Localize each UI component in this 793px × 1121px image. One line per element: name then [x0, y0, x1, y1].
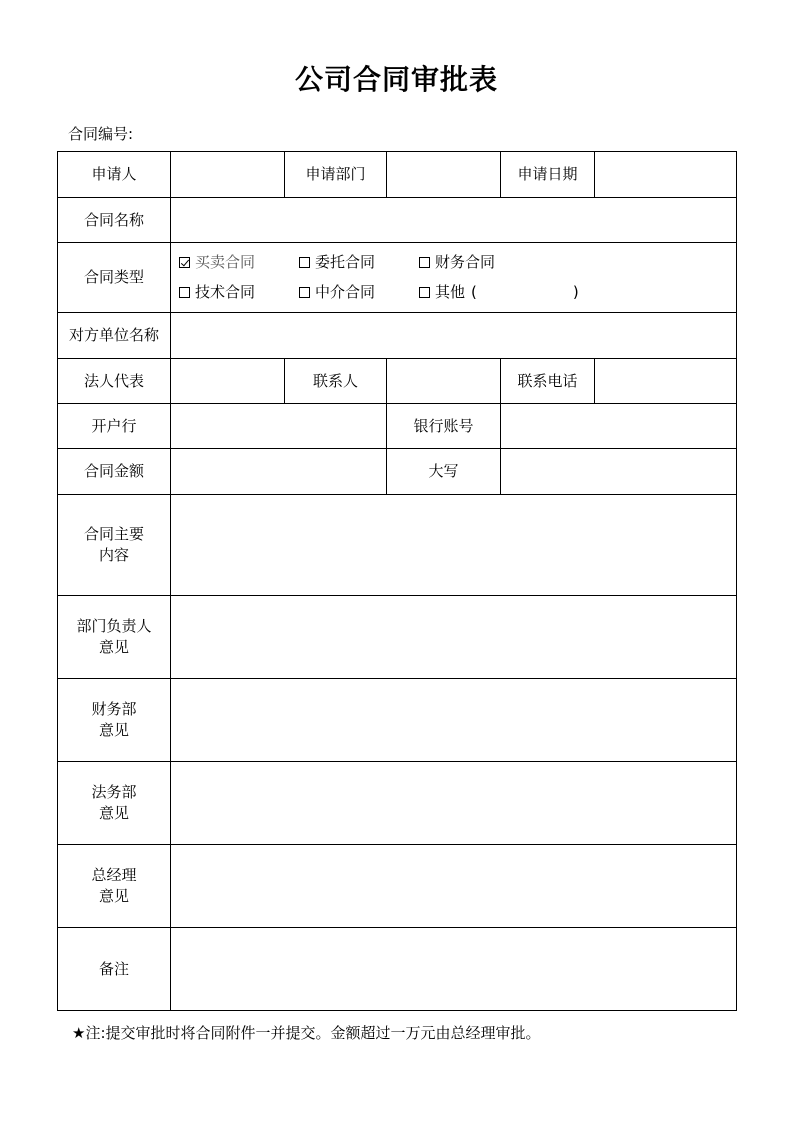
legal-rep-field[interactable] [171, 359, 285, 404]
table-row [58, 762, 737, 845]
label-line: 意见 [98, 887, 129, 905]
bank-field[interactable] [171, 404, 387, 449]
type-option-finance[interactable] [419, 252, 539, 273]
type-option-sale[interactable] [179, 252, 299, 273]
remarks-label: 备注 [58, 928, 171, 1011]
applicant-field[interactable] [171, 152, 285, 198]
table-row [58, 845, 737, 928]
contract-type-options [171, 243, 737, 313]
main-content-field[interactable] [171, 495, 737, 596]
checkbox-icon [419, 257, 430, 268]
phone-label: 联系电话 [501, 359, 595, 404]
type-option-label: 技术合同 [195, 283, 256, 301]
label-line: 意见 [98, 638, 129, 656]
legal-rep-label: 法人代表 [58, 359, 171, 404]
account-label: 银行账号 [387, 404, 501, 449]
table-row [58, 152, 737, 198]
legal-opinion-field[interactable] [171, 762, 737, 845]
legal-opinion-label [58, 762, 171, 845]
remarks-field[interactable] [171, 928, 737, 1011]
apply-dept-field[interactable] [387, 152, 501, 198]
label-line: 意见 [98, 804, 129, 822]
finance-opinion-field[interactable] [171, 679, 737, 762]
phone-field[interactable] [595, 359, 737, 404]
table-row [58, 359, 737, 404]
table-row [58, 198, 737, 243]
label-line: 部门负责人 [76, 617, 152, 635]
contact-field[interactable] [387, 359, 501, 404]
label-line: 意见 [98, 721, 129, 739]
gm-opinion-field[interactable] [171, 845, 737, 928]
type-option-tech[interactable] [179, 282, 299, 303]
table-row [58, 404, 737, 449]
label-line: 法务部 [91, 783, 137, 801]
contract-type-label: 合同类型 [58, 243, 171, 313]
contract-number-label: 合同编号: [68, 125, 134, 143]
dept-head-opinion-label [58, 596, 171, 679]
counterparty-label: 对方单位名称 [58, 313, 171, 359]
other-open-paren: ( [471, 283, 477, 301]
label-line: 内容 [98, 546, 129, 564]
type-option-label: 委托合同 [315, 253, 376, 271]
type-option-other[interactable] [419, 282, 579, 303]
table-row [58, 495, 737, 596]
dept-head-opinion-field[interactable] [171, 596, 737, 679]
main-content-label [58, 495, 171, 596]
amount-upper-label: 大写 [387, 449, 501, 495]
label-line: 总经理 [91, 866, 137, 884]
apply-date-label: 申请日期 [501, 152, 595, 198]
amount-upper-field[interactable] [501, 449, 737, 495]
table-row [58, 243, 737, 313]
table-row [58, 449, 737, 495]
finance-opinion-label [58, 679, 171, 762]
account-field[interactable] [501, 404, 737, 449]
amount-field[interactable] [171, 449, 387, 495]
table-row [58, 928, 737, 1011]
contract-name-label: 合同名称 [58, 198, 171, 243]
contract-name-field[interactable] [171, 198, 737, 243]
type-option-label: 其他 [435, 283, 466, 301]
table-row [58, 313, 737, 359]
other-close-paren: ) [572, 283, 579, 301]
checkbox-checked-icon [179, 257, 190, 268]
apply-dept-label: 申请部门 [285, 152, 387, 198]
type-option-label: 财务合同 [435, 253, 496, 271]
label-line: 合同主要 [83, 525, 144, 543]
contact-label: 联系人 [285, 359, 387, 404]
type-option-label: 买卖合同 [195, 253, 256, 271]
counterparty-field[interactable] [171, 313, 737, 359]
label-line: 财务部 [91, 700, 137, 718]
apply-date-field[interactable] [595, 152, 737, 198]
amount-label: 合同金额 [58, 449, 171, 495]
footnote: ★注:提交审批时将合同附件一并提交。金额超过一万元由总经理审批。 [72, 1024, 541, 1042]
approval-form-table [57, 151, 737, 1011]
table-row [58, 596, 737, 679]
bank-label: 开户行 [58, 404, 171, 449]
type-option-entrust[interactable] [299, 252, 419, 273]
applicant-label: 申请人 [58, 152, 171, 198]
checkbox-icon [419, 287, 430, 298]
type-option-agency[interactable] [299, 282, 419, 303]
form-title: 公司合同审批表 [294, 63, 498, 96]
checkbox-icon [299, 257, 310, 268]
checkbox-icon [179, 287, 190, 298]
table-row [58, 679, 737, 762]
checkbox-icon [299, 287, 310, 298]
gm-opinion-label [58, 845, 171, 928]
type-option-label: 中介合同 [315, 283, 376, 301]
